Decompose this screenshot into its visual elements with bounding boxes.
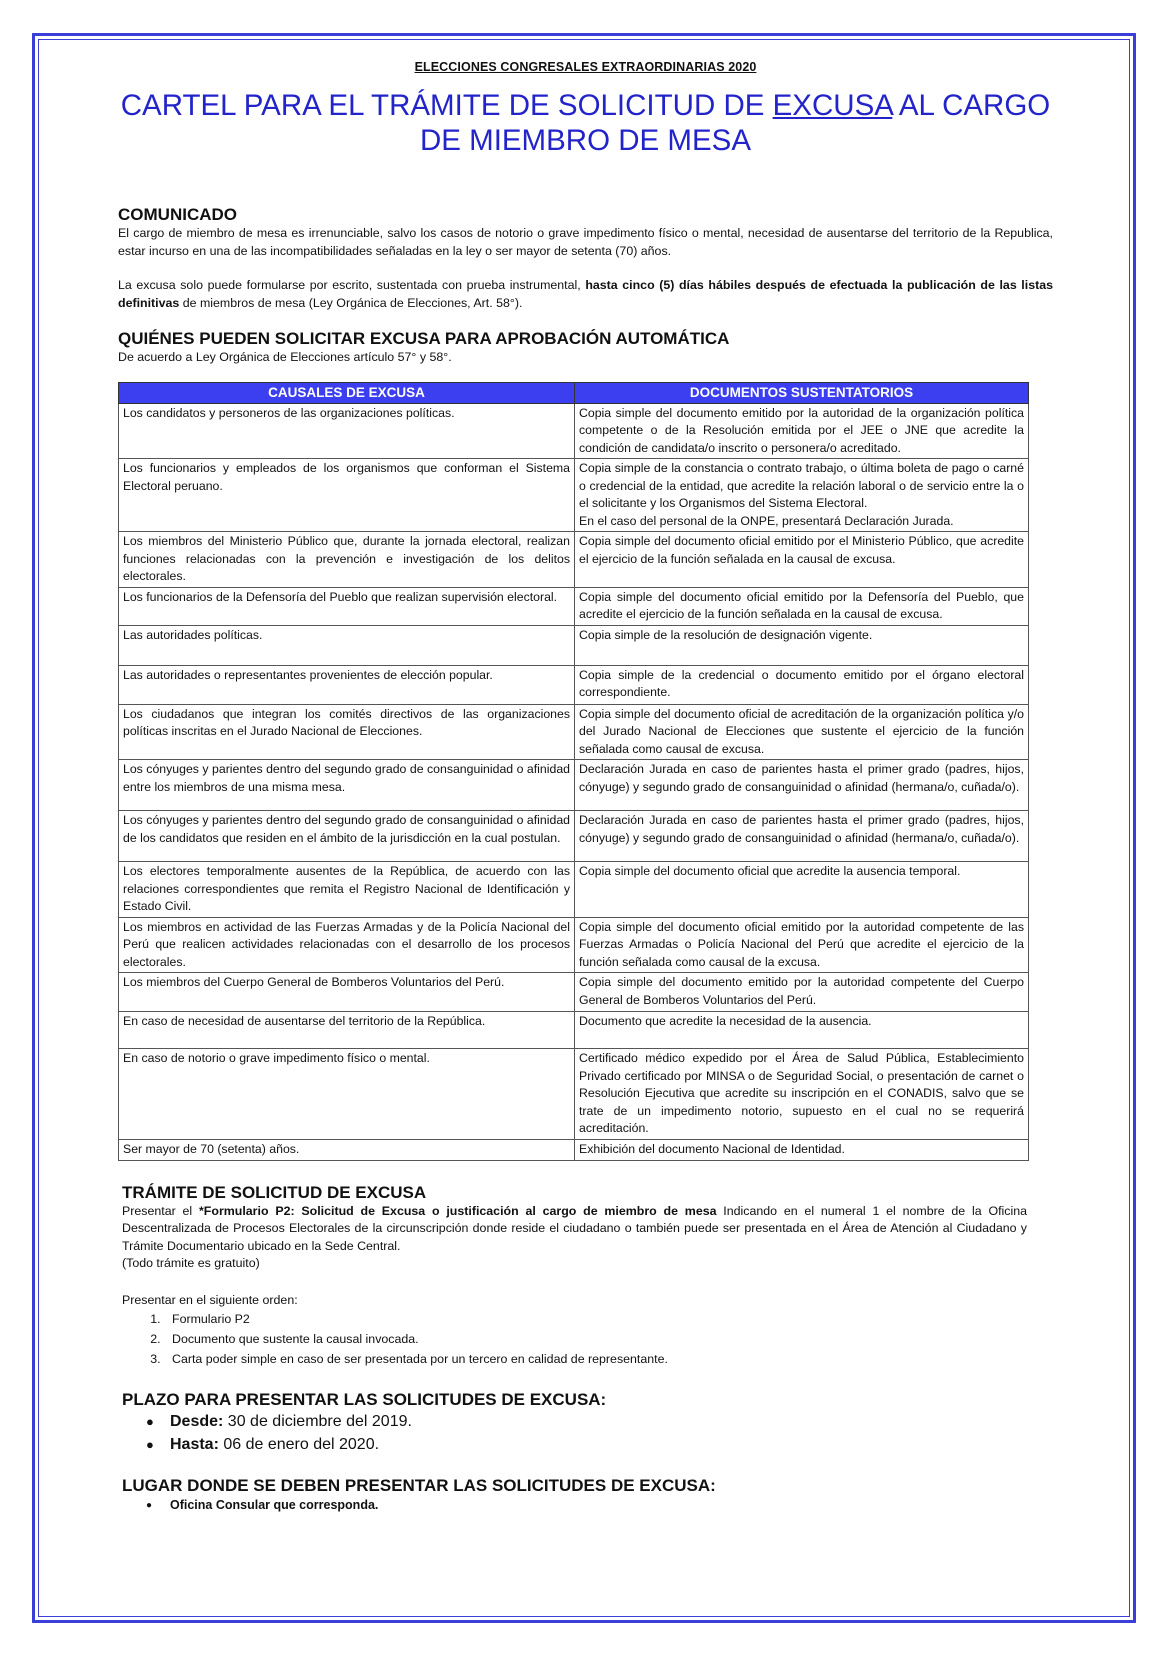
paragraph-2-bold: hasta cinco (5) días hábiles después de efectuada la publicación de las listas definitivas [118, 278, 1053, 310]
poster-title [118, 88, 1053, 158]
documento-cell: Copia simple del documento oficial de acreditación de la organización política y/o del Jurado Nacional de Elecciones que sustente el ejercicio de la función señalada como causal de excusa. [575, 704, 1029, 760]
order-intro: Presentar en el siguiente orden: [122, 1292, 298, 1307]
causal-cell: Los miembros del Ministerio Público que, durante la jornada electoral, realizan funciones relacionadas con la prevención e investigación de los delitos electorales. [119, 532, 575, 588]
tramite-text-bold: *Formulario P2: Solicitud de Excusa o justificación al cargo de miembro de mesa [198, 1203, 717, 1218]
causal-cell: En caso de notorio o grave impedimento físico o mental. [119, 1049, 575, 1140]
table-row [119, 532, 1029, 588]
lugar-list [122, 1496, 1027, 1514]
list-item: 2. Documento que sustente la causal invocada. [164, 1329, 1027, 1349]
comunicado-paragraph-1: El cargo de miembro de mesa es irrenunciable, salvo los casos de notorio o grave impedimento físico o mental, necesidad de ausentarse del territorio de la Republica, estar incurso en una de las incompatibilidades señaladas en la ley o ser mayor de setenta (70) años. [118, 226, 1053, 258]
tramite-heading: TRÁMITE DE SOLICITUD DE EXCUSA [122, 1182, 427, 1202]
causal-cell: Los cónyuges y parientes dentro del segundo grado de consanguinidad o afinidad entre los miembros de una misma mesa. [119, 760, 575, 811]
table-row [119, 625, 1029, 665]
tramite-text-start: Presentar el [122, 1203, 199, 1218]
table-row [119, 760, 1029, 811]
lugar-heading: LUGAR DONDE SE DEBEN PRESENTAR LAS SOLICITUDES DE EXCUSA: [122, 1476, 716, 1495]
documento-cell: Declaración Jurada en caso de parientes hasta el primer grado (padres, hijos, cónyuge) y segundo grado de consanguinidad o afinidad (hermana/o, cuñada/o). [575, 760, 1029, 811]
title-part-1: CARTEL PARA EL TRÁMITE DE SOLICITUD DE [120, 89, 773, 122]
documento-text: Copia simple de la constancia o contrato trabajo, o última boleta de pago o carné o credencial de la entidad, que acredite la relación laboral o de servicio entre la o el solicitante y los Organismos del Sistema Electoral. [579, 461, 1024, 510]
tramite-note: (Todo trámite es gratuito) [122, 1256, 260, 1270]
quienes-subtitle: De acuerdo a Ley Orgánica de Elecciones artículo 57° y 58°. [118, 350, 452, 364]
table-row [119, 973, 1029, 1012]
table-row [119, 917, 1029, 973]
causal-cell: Los ciudadanos que integran los comités directivos de las organizaciones políticas inscritas en el Jurado Nacional de Elecciones. [119, 704, 575, 760]
table-row [119, 459, 1029, 532]
election-name: ELECCIONES CONGRESALES EXTRAORDINARIAS 2020 [414, 60, 757, 74]
documento-cell: Copia simple del documento oficial emitido por la autoridad competente de las Fuerzas Armadas o Policía Nacional del Perú que acredite el ejercicio de la función señalada como causal de la excusa. [575, 917, 1029, 973]
comunicado-heading: COMUNICADO [118, 205, 237, 224]
comunicado-paragraph-2 [118, 277, 1053, 312]
documento-cell: Copia simple del documento emitido por la autoridad de la organización política competente o de la Resolución emitida por el JEE o JNE que acredite la condición de candidata/o inscrito o personera/o acreditado. [575, 403, 1029, 459]
documento-cell: Copia simple del documento oficial emitido por la Defensoría del Pueblo, que acredite el ejercicio de la función señalada en la causal de excusa. [575, 587, 1029, 625]
paragraph-2-end: de miembros de mesa (Ley Orgánica de Elecciones, Art. 58°). [179, 295, 523, 310]
table-row [119, 1139, 1029, 1160]
table-row [119, 1049, 1029, 1140]
causal-cell: Los funcionarios y empleados de los organismos que conforman el Sistema Electoral peruano. [119, 459, 575, 532]
table-row [119, 587, 1029, 625]
tramite-text-end: Indicando en el numeral 1 el nombre de la Oficina Descentralizada de Procesos Electorales de la circunscripción donde reside el ciudadano o también puede ser presentada en el Área de Atención al Ciudadano y Trámite Documentario ubicado en la Sede Central. [122, 1203, 1028, 1253]
causal-cell: Los miembros en actividad de las Fuerzas Armadas y de la Policía Nacional del Perú que realicen actividades relacionadas con el desarrollo de los procesos electorales. [119, 917, 575, 973]
documento-cell: Declaración Jurada en caso de parientes hasta el primer grado (padres, hijos, cónyuge) y segundo grado de consanguinidad o afinidad (hermana/o, cuñada/o). [575, 811, 1029, 862]
plazo-hasta [170, 1433, 1027, 1456]
list-item: 3. Carta poder simple en caso de ser presentada por un tercero en calidad de representante. [164, 1349, 1027, 1369]
column-header-causales: CAUSALES DE EXCUSA [119, 382, 575, 403]
list-item: 1. Formulario P2 [164, 1309, 1027, 1329]
title-underlined-word: EXCUSA [772, 89, 893, 122]
causal-cell: Ser mayor de 70 (setenta) años. [119, 1139, 575, 1160]
plazo-list [122, 1410, 1027, 1456]
table-row [119, 1012, 1029, 1049]
table-row [119, 704, 1029, 760]
causales-table [118, 382, 1029, 1161]
tramite-section [118, 1183, 1027, 1515]
title-part-2: AL CARGO DE MIEMBRO DE MESA [419, 89, 1051, 157]
table-header-row [119, 382, 1029, 403]
documento-cell: Copia simple del documento oficial que acredite la ausencia temporal. [575, 862, 1029, 918]
documento-cell: Copia simple del documento oficial emitido por el Ministerio Público, que acredite el ejercicio de la función señalada en la causal de excusa. [575, 532, 1029, 588]
documento-cell: Exhibición del documento Nacional de Identidad. [575, 1139, 1029, 1160]
causal-cell: Los cónyuges y parientes dentro del segundo grado de consanguinidad o afinidad de los candidatos que residen en el ámbito de la jurisdicción en la cual postulan. [119, 811, 575, 862]
causal-cell: Los electores temporalmente ausentes de la República, de acuerdo con las relaciones correspondientes que remita el Registro Nacional de Identificación y Estado Civil. [119, 862, 575, 918]
plazo-desde [170, 1410, 1027, 1433]
documento-text-extra: En el caso del personal de la ONPE, presentará Declaración Jurada. [579, 513, 954, 528]
documento-cell: Certificado médico expedido por el Área de Salud Pública, Establecimiento Privado certificado por MINSA o de Seguridad Social, o presentación de carnet o Resolución Ejecutiva que acredite su inscripción en el CONADIS, salvo que se trate de un impedimento notorio, supuesto en el cual no se requerirá acreditación. [575, 1049, 1029, 1140]
documento-cell: Copia simple de la resolución de designación vigente. [575, 625, 1029, 665]
hasta-label: Hasta: [170, 1436, 219, 1453]
table-row [119, 403, 1029, 459]
causal-cell: Los candidatos y personeros de las organizaciones políticas. [119, 403, 575, 459]
hasta-value: 06 de enero del 2020. [218, 1436, 380, 1453]
steps-list [122, 1309, 1027, 1369]
desde-value: 30 de diciembre del 2019. [223, 1413, 412, 1430]
lugar-item: ● Oficina Consular que corresponda. [170, 1496, 1027, 1514]
desde-label: Desde: [170, 1413, 224, 1430]
table-row [119, 811, 1029, 862]
plazo-heading: PLAZO PARA PRESENTAR LAS SOLICITUDES DE EXCUSA: [122, 1390, 607, 1409]
causal-cell: Las autoridades o representantes provenientes de elección popular. [119, 665, 575, 704]
causal-cell: En caso de necesidad de ausentarse del territorio de la República. [119, 1012, 575, 1049]
quienes-heading: QUIÉNES PUEDEN SOLICITAR EXCUSA PARA APROBACIÓN AUTOMÁTICA [118, 329, 730, 348]
table-row [119, 862, 1029, 918]
tramite-paragraph [122, 1203, 1027, 1256]
documento-cell: Copia simple del documento emitido por la autoridad competente del Cuerpo General de Bomberos Voluntarios del Perú. [575, 973, 1029, 1012]
table-row [119, 665, 1029, 704]
documento-cell: Copia simple de la credencial o documento emitido por el órgano electoral correspondiente. [575, 665, 1029, 704]
causal-cell: Los miembros del Cuerpo General de Bomberos Voluntarios del Perú. [119, 973, 575, 1012]
document [118, 56, 1053, 1514]
causal-cell: Las autoridades políticas. [119, 625, 575, 665]
documento-cell: Documento que acredite la necesidad de la ausencia. [575, 1012, 1029, 1049]
column-header-documentos: DOCUMENTOS SUSTENTATORIOS [575, 382, 1029, 403]
paragraph-2-start: La excusa solo puede formularse por escrito, sustentada con prueba instrumental, [118, 278, 586, 292]
documento-cell [575, 459, 1029, 532]
causal-cell: Los funcionarios de la Defensoría del Pueblo que realizan supervisión electoral. [119, 587, 575, 625]
